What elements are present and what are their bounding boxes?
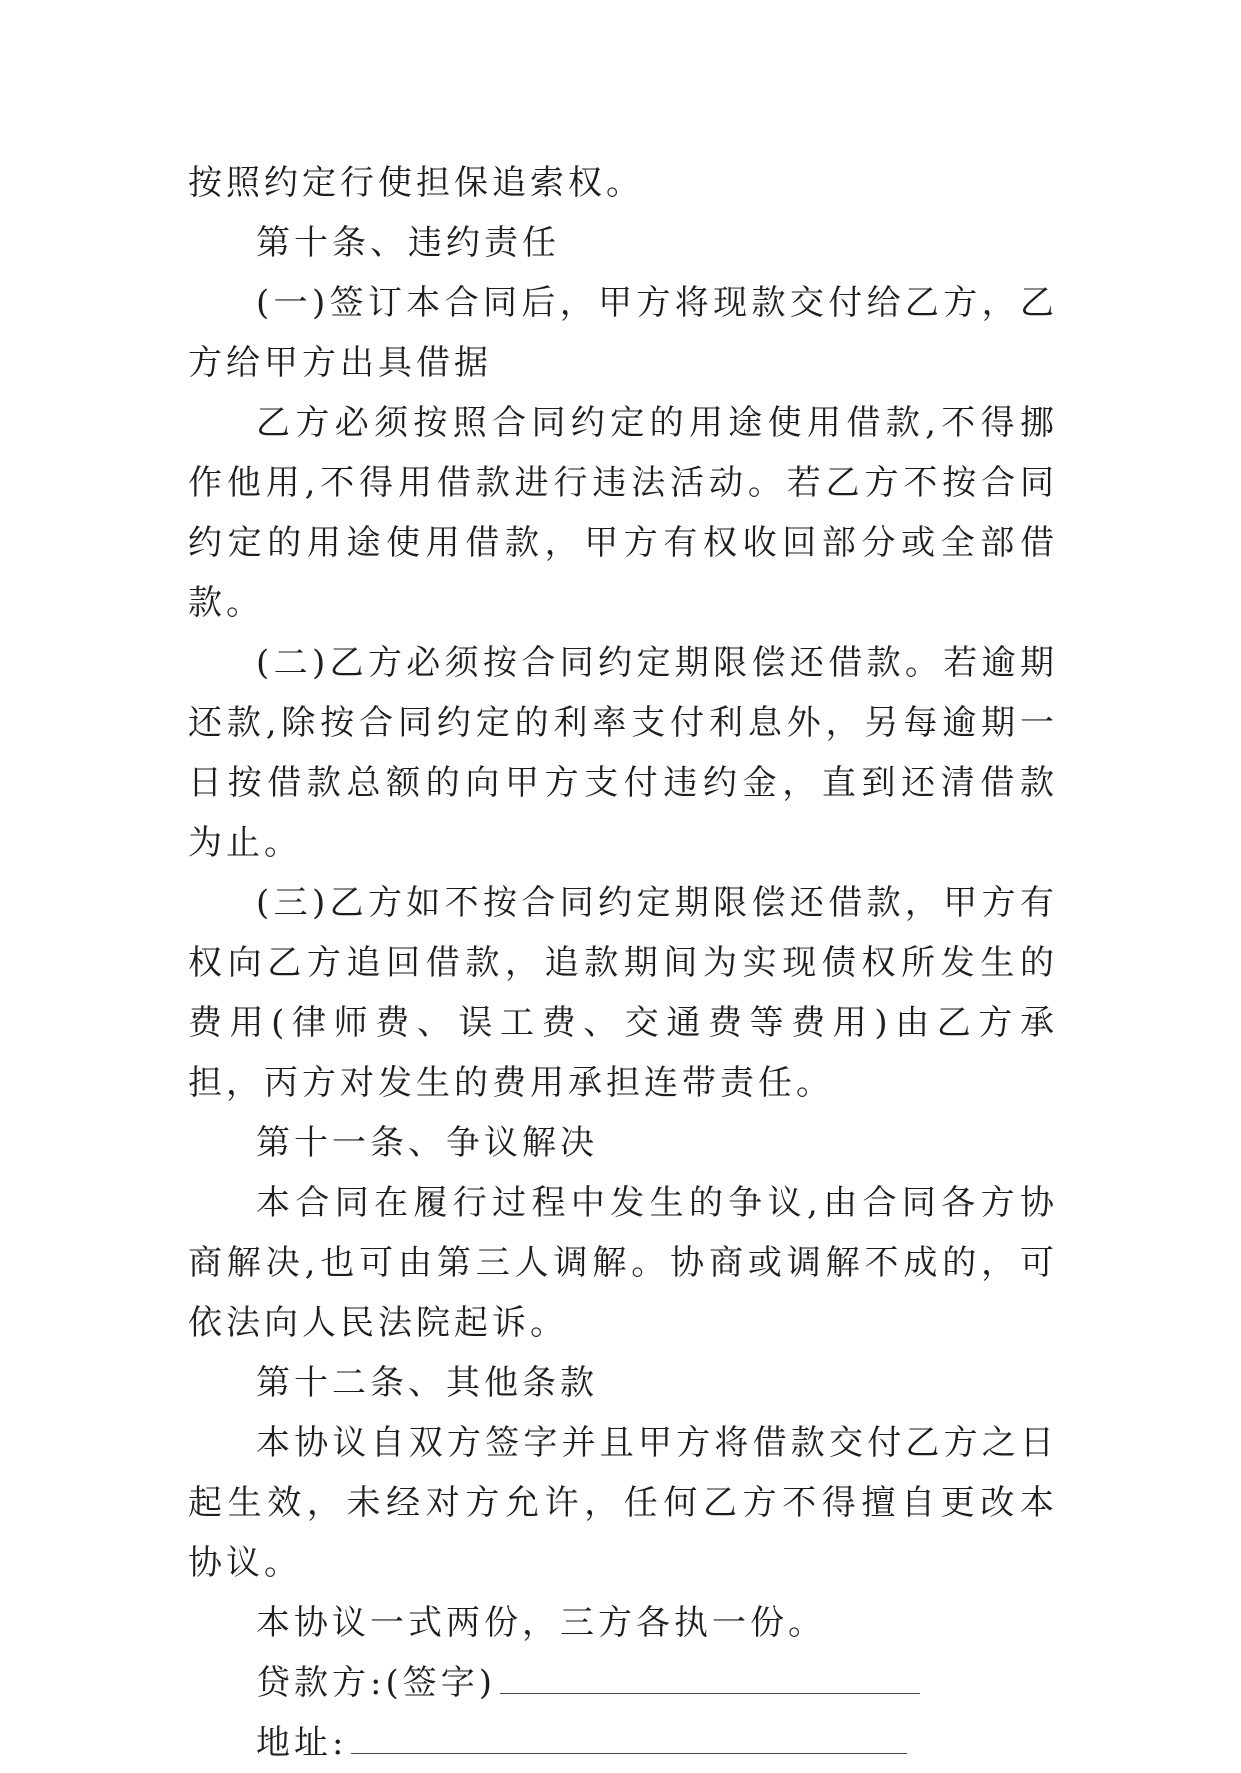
- lender-signature-label: 贷款方:(签字): [256, 1663, 496, 1703]
- paragraph-usage: 乙方必须按照合同约定的用途使用借款,不得挪作他用,不得用借款进行违法活动。若乙方不按合同约定的用途使用借款，甲方有权收回部分或全部借款。: [188, 403, 1058, 623]
- heading-article-10: 第十条、违约责任: [256, 223, 560, 263]
- address-label: 地址:: [256, 1723, 348, 1763]
- heading-article-12: 第十二条、其他条款: [256, 1363, 598, 1403]
- paragraph-clause-1: (一)签订本合同后，甲方将现款交付给乙方，乙方给甲方出具借据: [188, 283, 1058, 383]
- heading-article-11: 第十一条、争议解决: [256, 1123, 598, 1163]
- paragraph-dispute: 本合同在履行过程中发生的争议,由合同各方协商解决,也可由第三人调解。协商或调解不成的，可依法向人民法院起诉。: [188, 1183, 1058, 1343]
- paragraph-clause-2: (二)乙方必须按合同约定期限偿还借款。若逾期还款,除按合同约定的利率支付利息外，另每逾期一日按借款总额的向甲方支付违约金，直到还清借款为止。: [188, 643, 1058, 863]
- address-blank[interactable]: [351, 1727, 907, 1754]
- paragraph-copies: 本协议一式两份，三方各执一份。: [256, 1603, 826, 1643]
- paragraph-effective: 本协议自双方签字并且甲方将借款交付乙方之日起生效，未经对方允许，任何乙方不得擅自更改本协议。: [188, 1423, 1058, 1583]
- paragraph-continuation: 按照约定行使担保追索权。: [188, 163, 644, 203]
- document-body: [188, 153, 1058, 1773]
- lender-signature-blank[interactable]: [500, 1667, 920, 1694]
- lender-signature-line: [188, 1653, 1058, 1713]
- address-line: [188, 1713, 1058, 1773]
- paragraph-clause-3: (三)乙方如不按合同约定期限偿还借款，甲方有权向乙方追回借款，追款期间为实现债权所发生的费用(律师费、误工费、交通费等费用)由乙方承担，丙方对发生的费用承担连带责任。: [188, 883, 1058, 1103]
